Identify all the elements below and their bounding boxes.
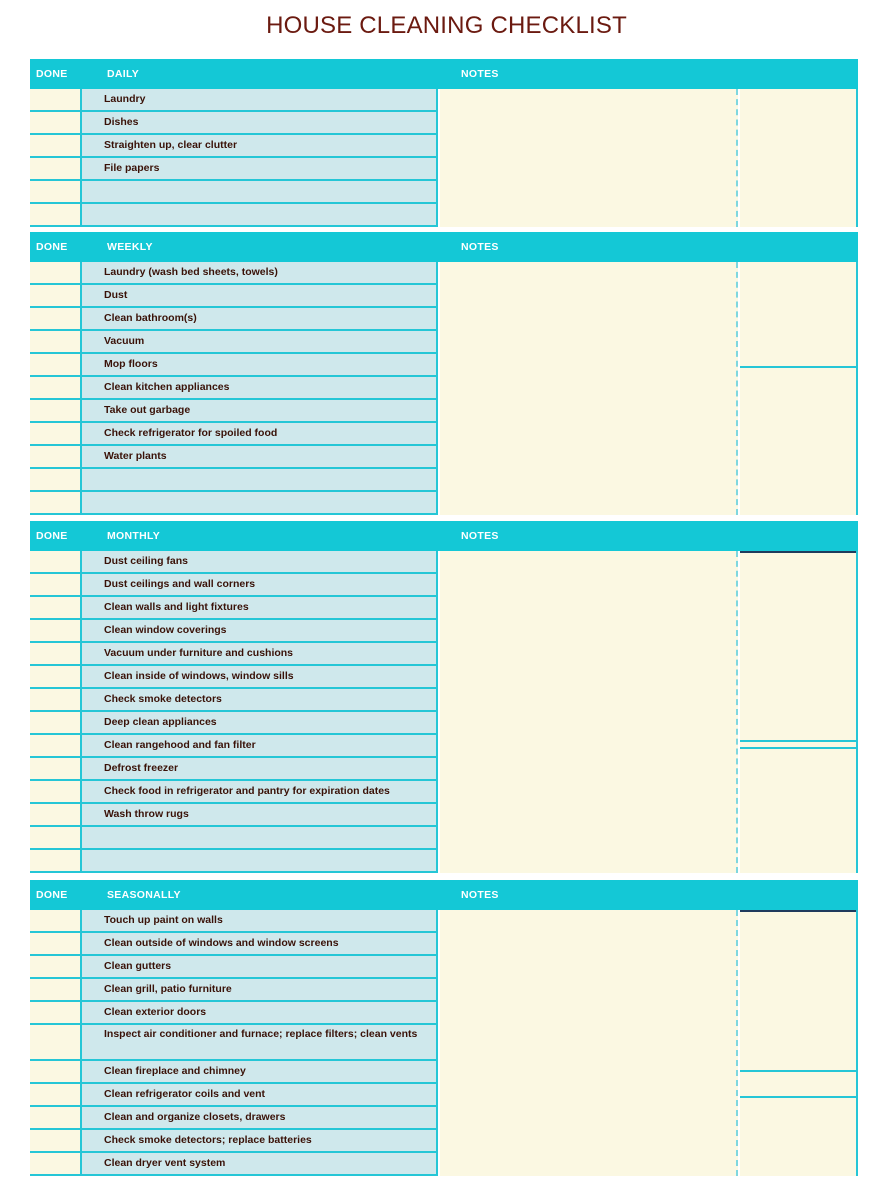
done-checkbox-cell[interactable] [30,1084,82,1107]
task-cell: Dust [82,285,438,308]
side-notes-column[interactable] [740,551,858,873]
notes-area[interactable] [440,89,738,227]
task-cell: Check refrigerator for spoiled food [82,423,438,446]
done-checkbox-cell[interactable] [30,620,82,643]
side-divider [740,740,856,742]
done-checkbox-cell[interactable] [30,643,82,666]
done-checkbox-cell[interactable] [30,758,82,781]
section-header [30,880,858,910]
done-checkbox-cell[interactable] [30,979,82,1002]
done-checkbox-cell[interactable] [30,285,82,308]
section-daily [30,59,858,227]
task-cell [82,492,438,515]
done-checkbox-cell[interactable] [30,804,82,827]
side-notes-column[interactable] [740,910,858,1176]
side-top-border [740,551,856,553]
task-cell: Clean refrigerator coils and vent [82,1084,438,1107]
task-cell: Clean grill, patio furniture [82,979,438,1002]
frequency-header: DAILY [107,68,140,80]
task-cell: Clean fireplace and chimney [82,1061,438,1084]
done-checkbox-cell[interactable] [30,1130,82,1153]
task-cell: Check smoke detectors; replace batteries [82,1130,438,1153]
task-cell: Dust ceiling fans [82,551,438,574]
section-rows [30,551,858,873]
done-checkbox-cell[interactable] [30,933,82,956]
notes-area[interactable] [440,910,738,1176]
section-header [30,521,858,551]
done-header: DONE [36,68,68,80]
done-checkbox-cell[interactable] [30,135,82,158]
done-checkbox-cell[interactable] [30,377,82,400]
done-checkbox-cell[interactable] [30,331,82,354]
notes-header: NOTES [461,889,499,901]
task-cell: Clean dryer vent system [82,1153,438,1176]
notes-area[interactable] [440,262,738,515]
done-header: DONE [36,889,68,901]
task-cell: Laundry [82,89,438,112]
task-cell [82,827,438,850]
task-cell [82,181,438,204]
done-checkbox-cell[interactable] [30,781,82,804]
done-checkbox-cell[interactable] [30,112,82,135]
done-checkbox-cell[interactable] [30,1061,82,1084]
side-divider [740,366,856,368]
side-notes-column[interactable] [740,262,858,515]
done-checkbox-cell[interactable] [30,354,82,377]
done-checkbox-cell[interactable] [30,712,82,735]
task-cell: Take out garbage [82,400,438,423]
done-checkbox-cell[interactable] [30,666,82,689]
task-cell: Dust ceilings and wall corners [82,574,438,597]
section-seasonally [30,880,858,1176]
side-divider [740,747,856,749]
done-checkbox-cell[interactable] [30,308,82,331]
task-cell [82,850,438,873]
task-cell: Straighten up, clear clutter [82,135,438,158]
task-cell: Clean kitchen appliances [82,377,438,400]
frequency-header: WEEKLY [107,241,153,253]
task-cell: Touch up paint on walls [82,910,438,933]
side-notes-column[interactable] [740,89,858,227]
done-header: DONE [36,241,68,253]
done-checkbox-cell[interactable] [30,1107,82,1130]
done-checkbox-cell[interactable] [30,689,82,712]
frequency-header: MONTHLY [107,530,161,542]
done-checkbox-cell[interactable] [30,551,82,574]
notes-header: NOTES [461,530,499,542]
side-divider [740,1070,856,1072]
notes-header: NOTES [461,68,499,80]
done-checkbox-cell[interactable] [30,574,82,597]
done-checkbox-cell[interactable] [30,204,82,227]
done-checkbox-cell[interactable] [30,1002,82,1025]
task-cell: Defrost freezer [82,758,438,781]
done-checkbox-cell[interactable] [30,158,82,181]
section-rows [30,89,858,227]
task-cell: Wash throw rugs [82,804,438,827]
section-rows [30,262,858,515]
frequency-header: SEASONALLY [107,889,181,901]
task-cell: Clean outside of windows and window screens [82,933,438,956]
notes-area[interactable] [440,551,738,873]
task-cell: Deep clean appliances [82,712,438,735]
task-cell [82,204,438,227]
done-checkbox-cell[interactable] [30,956,82,979]
task-cell: Water plants [82,446,438,469]
notes-header: NOTES [461,241,499,253]
done-checkbox-cell[interactable] [30,400,82,423]
task-cell: File papers [82,158,438,181]
done-checkbox-cell[interactable] [30,89,82,112]
task-cell: Inspect air conditioner and furnace; replace filters; clean vents [82,1025,438,1061]
done-checkbox-cell[interactable] [30,910,82,933]
task-cell: Clean bathroom(s) [82,308,438,331]
section-weekly [30,232,858,515]
task-cell: Dishes [82,112,438,135]
task-cell: Check food in refrigerator and pantry for expiration dates [82,781,438,804]
done-checkbox-cell[interactable] [30,423,82,446]
side-top-border [740,910,856,912]
task-cell: Clean gutters [82,956,438,979]
done-checkbox-cell[interactable] [30,597,82,620]
side-divider [740,1096,856,1098]
done-checkbox-cell[interactable] [30,827,82,850]
page-title: HOUSE CLEANING CHECKLIST [266,12,627,39]
task-cell: Clean exterior doors [82,1002,438,1025]
task-cell: Check smoke detectors [82,689,438,712]
section-monthly [30,521,858,873]
done-header: DONE [36,530,68,542]
task-cell: Vacuum under furniture and cushions [82,643,438,666]
done-checkbox-cell[interactable] [30,446,82,469]
done-checkbox-cell[interactable] [30,181,82,204]
section-header [30,59,858,89]
task-cell: Clean walls and light fixtures [82,597,438,620]
done-checkbox-cell[interactable] [30,469,82,492]
task-cell: Laundry (wash bed sheets, towels) [82,262,438,285]
done-checkbox-cell[interactable] [30,492,82,515]
done-checkbox-cell[interactable] [30,850,82,873]
task-cell: Vacuum [82,331,438,354]
section-header [30,232,858,262]
task-cell: Clean inside of windows, window sills [82,666,438,689]
done-checkbox-cell[interactable] [30,735,82,758]
task-cell [82,469,438,492]
done-checkbox-cell[interactable] [30,262,82,285]
task-cell: Clean rangehood and fan filter [82,735,438,758]
done-checkbox-cell[interactable] [30,1025,82,1061]
task-cell: Clean and organize closets, drawers [82,1107,438,1130]
task-cell: Mop floors [82,354,438,377]
done-checkbox-cell[interactable] [30,1153,82,1176]
section-rows [30,910,858,1176]
task-cell: Clean window coverings [82,620,438,643]
